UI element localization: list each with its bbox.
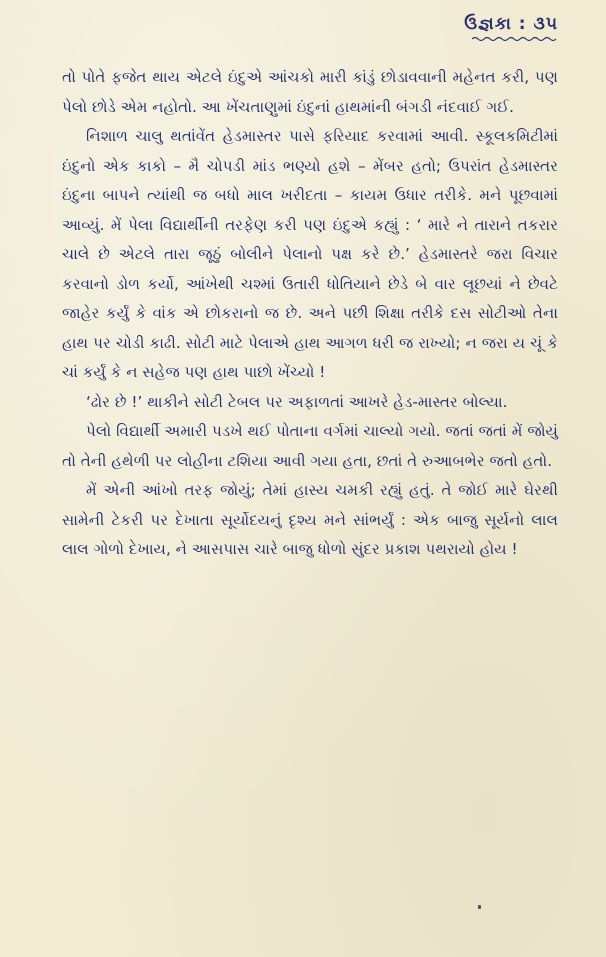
running-header — [464, 14, 558, 42]
ink-speck — [478, 905, 481, 909]
paragraph-3: ‘ઢોર છે !’ થાકીને સોટી ટેબલ પર અફાળતાં આખરે હેડ-માસ્તર બોલ્યા. — [86, 392, 508, 411]
body-text — [62, 63, 558, 565]
paragraph-5: મેં એની આંખો તરફ જોયું; તેમાં હાસ્ય ચમકી રહ્યું હતું. તે જોઈ મારે ઘેરથી સામેની ટેકરી પર દેખાતા સૂર્યોદયનું દૃશ્ય મને સાંભર્યું : એક બાજુ સૂર્યનો લાલ લાલ ગોળો દેખાય, ને આસપાસ ચારે બાજુ ધોળો સુંદર પ્રકાશ પથરાયો હોય ! — [62, 481, 558, 558]
paragraph-2: નિશાળ ચાલુ થતાંવેંત હેડમાસ્તર પાસે ફરિયાદ કરવામાં આવી. સ્કૂલકમિટીમાં ઇંદુનો એક કાકો – મૈ ચોપડી માંડ ભણ્યો હશે – મેંબર હતો; ઉપરાંત હેડમાસ્તર ઇંદુના બાપને ત્યાંથી જ બધો માલ ખરીદતા – કાયમ ઉધાર તરીકે. મને પૂછવામાં આવ્યું. મેં પેલા વિદ્યાર્થીની તરફેણ કરી પણ ઇંદુએ કહ્યું : ‘ મારે ને તારાને તકરાર ચાલે છે એટલે તારા જૂઠું બોલીને પેલાનો પક્ષ કરે છે.’ હેડમાસ્તરે જરા વિચાર કરવાનો ડોળ કર્યો, આંખેથી ચશ્માં ઉતારી ધોતિયાને છેડે બે વાર લૂછયાં ને છેવટે જાહેર કર્યું કે વાંક એ છોકરાનો જ છે. અને પછી શિક્ષા તરીકે દસ સોટીઓ તેના હાથ પર ચોડી કાઢી. સોટી માટે પેલાએ હાથ આગળ ધરી જ રાખ્યો; ન જરા ય ચૂં કે ચાં કર્યું કે ન સહેજ પણ હાથ પાછો ખેંચ્યો ! — [62, 127, 558, 381]
page-header-title: ઉજ્ઞકા : ૩૫ — [464, 14, 558, 34]
paragraph-4: પેલો વિદ્યાર્થી અમારી પડખે થઈ પોતાના વર્ગમાં ચાલ્યો ગયો. જતાં જતાં મેં જોયું તો તેની હથેળી પર લોહીના ટશિયા આવી ગયા હતા, છતાં તે રુઆબભેર જતો હતો. — [62, 422, 558, 470]
paragraph-1: તો પોતે ફજેત થાય એટલે ઇંદુએ આંચકો મારી કાંડું છોડાવવાની મહેનત કરી, પણ પેલો છોડે એમ નહોતો. આ ખેંચતાણુમાં ઇંદુનાં હાથમાંની બંગડી નંદવાઈ ગઈ. — [62, 68, 558, 116]
wavy-underline-ornament — [472, 36, 558, 42]
